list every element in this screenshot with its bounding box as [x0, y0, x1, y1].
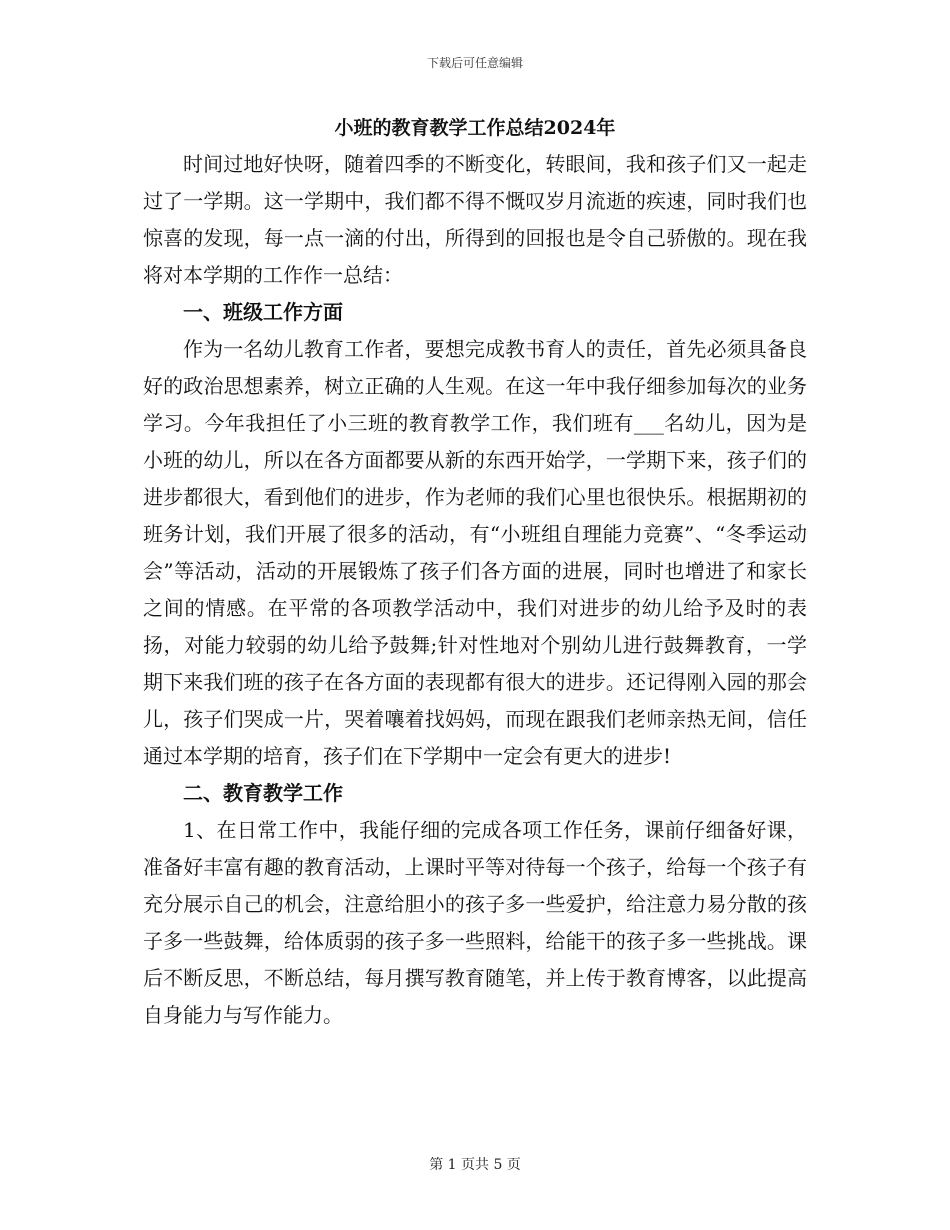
page-header-note: 下载后可任意编辑	[426, 56, 523, 70]
document-body	[143, 146, 807, 1034]
teaching-work-item-1: 1、在日常工作中，我能仔细的完成各项工作任务，课前仔细备好课，准备好丰富有趣的教育活动，上课时平等对待每一个孩子，给每一个孩子有充分展示自己的机会，注意给胆小的孩子多一些爱护，给注意力易分散的孩子多一些鼓舞，给体质弱的孩子多一些照料，给能干的孩子多一些挑战。课后不断反思，不断总结，每月撰写教育随笔，并上传于教育博客，以此提高自身能力与写作能力。	[143, 818, 807, 1027]
document-title: 小班的教育教学工作总结2024年	[334, 117, 616, 139]
section-heading-class-work: 一、班级工作方面	[183, 300, 343, 324]
section-heading-teaching-work: 二、教育教学工作	[183, 781, 343, 805]
intro-paragraph: 时间过地好快呀，随着四季的不断变化，转眼间，我和孩子们又一起走过了一学期。这一学期中，我们都不得不慨叹岁月流逝的疾速，同时我们也惊喜的发现，每一点一滴的付出，所得到的回报也是令自己骄傲的。现在我将对本学期的工作作一总结：	[143, 152, 807, 287]
page-number-footer: 第 1 页共 5 页	[429, 1157, 521, 1173]
class-work-paragraph: 作为一名幼儿教育工作者，要想完成教书育人的责任，首先必须具备良好的政治思想素养，树立正确的人生观。在这一年中我仔细参加每次的业务学习。今年我担任了小三班的教育教学工作，我们班有___名幼儿，因为是小班的幼儿，所以在各方面都要从新的东西开始学，一学期下来，孩子们的进步都很大，看到他们的进步，作为老师的我们心里也很快乐。根据期初的班务计划，我们开展了很多的活动，有“小班组自理能力竞赛”、“冬季运动会”等活动，活动的开展锻炼了孩子们各方面的进展，同时也增进了和家长之间的情感。在平常的各项教学活动中，我们对进步的幼儿给予及时的表扬，对能力较弱的幼儿给予鼓舞;针对性地对个别幼儿进行鼓舞教育，一学期下来我们班的孩子在各方面的表现都有很大的进步。还记得刚入园的那会儿，孩子们哭成一片，哭着嚷着找妈妈，而现在跟我们老师亲热无间，信任通过本学期的培育，孩子们在下学期中一定会有更大的进步!	[143, 337, 807, 768]
